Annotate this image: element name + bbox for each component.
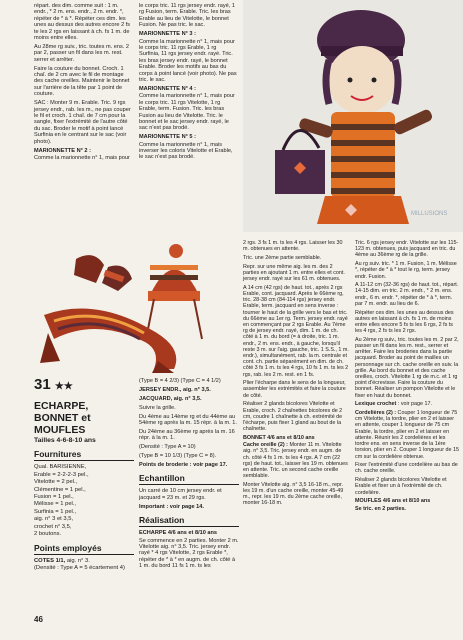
- paragraph: (Densité : Type A = 10): [139, 444, 196, 451]
- column-f: [355, 240, 461, 514]
- puppet-photo: [243, 0, 463, 232]
- paragraph: SAC : Monter 9 m. Erable. Tric. 9 rgs jersey endr., rab. les m., ne pas couper le fil et croch. 1 chaî. de 7 cm pour la sangle, fixer l'extrémité de l'autre côté du sac. Broder le motif à point lancé Surfinia en le centrant sur le sac (voir photo).: [34, 100, 131, 145]
- paragraph: Réaliser 2 glands bicolores Vitelotte et Erable et fixer un à l'extrémité de ch. cordelière.: [355, 477, 447, 496]
- paragraph: Du 4ème au 14ème rg et du 44ème au 54ème rg après la m. 15 répr. à la m. 1.: [139, 413, 237, 427]
- paragraph: [355, 401, 461, 407]
- points-heading: Points employés: [34, 543, 134, 555]
- supply-item: Vitelotte = 2 pel.,: [34, 479, 78, 486]
- subheading: MOUFLES 4/6 ans et 8/10 ans: [355, 498, 431, 505]
- paragraph: Au 2ème rg suiv., tric. toutes les m. 2 par 2, passer un fil dans les m. rest., serrer et arrêter. Faire les broderies dans la partie jacquard. Broder au point de mailles un personnage sur ch. cache oreille en suiv. la grille. Au bord du bonnet et des cache oreilles, croch. Vitelotte 1 rg de m.c. et 1 rg point d'écrevisse. Faire la couture du bonnet. Réaliser un pompon Vitelotte et le fixer en haut du bonnet.: [355, 336, 459, 399]
- supply-item: 2 boutons.: [34, 531, 62, 538]
- paragraph: Plier l'écharpe dans le sens de la longueur, assembler les extrémités et faire la couture de côté.: [243, 380, 346, 399]
- pattern-title: [34, 400, 134, 436]
- page-number: 46: [34, 615, 43, 624]
- supply-item: Clémentine = 1 pel.,: [34, 486, 86, 493]
- fournitures-heading: Fournitures: [34, 449, 134, 461]
- cotes-label: COTES 1/1,: [34, 558, 66, 565]
- paragraph: Tric. 6 rgs jersey endr. Vitelotte sur les 115-123 m. obtenues, puis jacquard en tric. du 4ème au 36ème rg de la grille.: [355, 240, 459, 259]
- paragraph: Au 28me rg suiv., tric. toutes m. ens. 2 par 2, passer un fil dans les m. rest. serrer et arrêter.: [34, 43, 130, 63]
- paragraph: Tric. une 2ème partie semblable.: [243, 254, 322, 261]
- paragraph: le corps tric. 11 rgs jersey endr. rayé, 1 rg Fusion, term. Erable. Tric. les bras Erable au lieu de Vitelotte, le bonnet Fusion. Ne pas tric. le sac.: [139, 3, 235, 29]
- paragraph: A 14 cm (42 rgs) de haut. tot., après 2 rgs Erable, cont. jacquard. Après le 66ème rg, tric. 28-38 cm (84-114 rgs) jersey endr. Erable, term. jacquard en sens inverse : tourner le haut de la grille vers le bas et tric. du 66ème au 1er rg. Term. jersey endr. rayé en commençant par 2 rgs Erable. Au 7ème rg de jersey endr. rayé, dim. 1 m. de ch. côté à 1 m. du bord (= à droite, tric. 1 m. endr., 2 m. ens. endr., à gauche, lorsqu'il reste 3 m. sur l'aig. gauche, tric. 1 S.S., 1 m. endr.), simultanément, rab. la m. centrale et cont. ch. partie séparément en dim. de ch. côté 3 fs 1 m. ts les 4 rgs, 10 fs 1 m. ts les 2 rgs, rab. les 2 m. rest. en 1 fs.: [243, 284, 349, 378]
- section-heading: MARIONNETTE N° 4 :: [139, 85, 196, 92]
- supply-item: crochet n° 3,5,: [34, 523, 72, 530]
- paragraph: Monter Vitelotte aig. n° 3,5 16-18 m., repr. les 19 m. d'un cache oreille, monter 45-49 m., repr. les 19 m. du 2ème cache oreille, monter 16-18 m.: [243, 481, 344, 507]
- paragraph: 2 rgs. 3 fs 1 m. ts les 4 rgs. Laisser les 30 m. obtenues en attente.: [243, 240, 343, 253]
- paragraph: Comme la marionnette n° 1, mais pour le corps tric. 11 rgs Vitelotte, 1 rg Erable, term. Fusion. Tric. les bras Fusion au lieu de Vitelotte. Tric. le bonnet et le sac jersey endr. rayé, le sac n'est pas brodé.: [139, 93, 235, 132]
- cotes-note: (Densité : Type A = 5 écartement 4): [34, 564, 125, 571]
- cache-text: Monter 11 m. Vitelotte aig. n° 3,5. Tric. jersey endr. en augm. de ch. côté 4 fs 1 m. ts les 4 rgs. A 7 cm (22 rgs) de haut. tot., laisser les 19 m. obtenues en attente. Tric. un second cache oreille semblable.: [243, 442, 348, 480]
- paragraph: Un carré de 10 cm jersey endr. et jacquard = 23 m. et 29 rgs.: [139, 488, 222, 501]
- lexique-heading: Lexique crochet: [355, 401, 397, 408]
- paragraph: A 11-12 cm (32-36 rgs) de haut. tot., répart. 14-15 dim. en tric. 2 m. endr., * 2 m. ens. endr., 6 m. endr. *, répéter de * à *, term. par 7 m. endr. au lieu de 6.: [355, 282, 459, 307]
- paragraph: (Type B = 10 1/3) (Type C = 8).: [139, 453, 217, 460]
- echantillon-heading: Echantillon: [139, 473, 239, 485]
- paragraph: Comme la marionnette n° 1, mais pour le corps tric. 11 rgs Erable, 1 rg Surfinia, 11 rgs jersey endr. rayé. Tric. les bras jersey endr. rayé, le bonnet Erable. Broder les motifs au bas du corps à point lancé (voir photo). Ne pas tric. le sac.: [139, 38, 237, 83]
- paragraph: répart. des dim. comme suit : 1 m. endr., * 2 m. ens. endr., 2 m. endr. *, répéter de * à *. Répéter ces dim. les unes au dessus des autres encore 2 fs te les 2 rgs en laissant à ch. fs 1 m. de moins entre elles.: [34, 3, 131, 42]
- pattern-badge: [34, 376, 134, 396]
- paragraph: JERSEY ENDR., aig. n° 3,5.: [139, 386, 211, 393]
- column-b: [139, 3, 237, 163]
- subheading: Se tric. en 2 parties.: [355, 506, 406, 513]
- paragraph: Réaliser 2 glands bicolores Vitelotte et Erable, croch. 2 chaînettes bicolores de 2 cm, coudre 1 chaînette à ch. extrémité de l'écharpe, puis fixer 1 gland au bout de la chaînette.: [243, 401, 343, 433]
- paragraph: Comme la marionnette n° 1, mais pour: [34, 154, 130, 161]
- difficulty-stars: ★★: [54, 381, 73, 392]
- paragraph: Fixer l'extrémité d'une cordelière au bas de ch. cache oreille.: [355, 462, 458, 475]
- paragraph: Répéter ces dim. les unes au dessus des autres en laissant à ch. fs 1 m. de moins entre elles encore 5 fs ts les 6 rgs, 2 fs ts les 4 rgs, 2 fs ts les 2 rgs.: [355, 309, 454, 335]
- watermark: MILLUSIONS: [411, 211, 448, 217]
- paragraph: [355, 410, 461, 460]
- paragraph: Important : voir page 14.: [139, 503, 204, 510]
- lexique-text: : voir page 17.: [397, 401, 433, 408]
- section-heading: MARIONNETTE N° 2 :: [34, 147, 91, 154]
- subheading: ECHARPE 4/6 ans et 8/10 ans: [139, 530, 218, 537]
- column-a: [34, 3, 134, 164]
- paragraph: Points de broderie : voir page 17.: [139, 462, 228, 469]
- paragraph: JACQUARD, aig. n° 3,5.: [139, 395, 202, 402]
- column-c: [34, 376, 134, 571]
- scarf-hat-photo: [34, 235, 206, 373]
- column-e: [243, 240, 349, 509]
- paragraph: Suivre la grille.: [139, 404, 176, 411]
- cotes-text: aig. n° 3.: [66, 558, 90, 565]
- sizes: Tailles 4-6-8-10 ans: [34, 437, 96, 444]
- paragraph: Repr. sur une même aig. les m. des 2 parties en ajoutant 1 m. entre elles et cont. jersey endr. rayé sur les 61 m. obtenues.: [243, 263, 345, 283]
- paragraph: Faire la couture du bonnet. Croch. 1 chaî. de 2 cm avec le fil de montage des cache oreilles. Maintenir le bonnet sur l'arrière de la tête par 1 point de couture.: [34, 65, 130, 98]
- pattern-number: 31: [34, 376, 51, 393]
- cordelieres-heading: Cordelières (2) :: [355, 410, 397, 417]
- paragraph: (Type B = 4 2/3) (Type C = 4 1/2): [139, 378, 221, 384]
- paragraph: Se commence en 2 parties. Monter 2 m. Vitelotte aig. n° 3,5. Tric. jersey endr. rayé * 4 rgs Vitelotte, 2 rgs Erable *, répéter de * à * en augm. de ch. côté à 1 m. du bord 11 fs 1 m. ts les: [139, 537, 239, 570]
- supply-item: Qual. BARISIENNE,: [34, 464, 87, 471]
- supply-item: aig. n° 3 et 3,5,: [34, 516, 74, 523]
- cache-heading: Cache oreille (2) :: [243, 442, 288, 449]
- title-line: ECHARPE, BONNET et: [34, 400, 91, 424]
- supply-item: Erable = 2-2-2-3 pel.,: [34, 471, 89, 478]
- column-d: [139, 378, 239, 572]
- paragraph: Du 24ème au 36ème rg après la m. 16 répr. à la m. 1.: [139, 428, 235, 442]
- section-heading: MARIONNETTE N° 5 :: [139, 134, 196, 141]
- supply-item: Fusion = 1 pel.,: [34, 494, 74, 501]
- realisation-heading: Réalisation: [139, 515, 239, 527]
- paragraph: Au rg suiv. tric. * 1 m. Fusion, 1 m. Mélisse *, répéter de * à * tout le rg, term. jersey endr. Fusion.: [355, 261, 457, 280]
- paragraph: Comme la marionnette n° 1, mais inverser les coloris Vitelotte et Erable, le sac n'est pas brodé.: [139, 141, 233, 161]
- subheading: BONNET 4/6 ans et 8/10 ans: [243, 434, 315, 441]
- cordelieres-text: Couper 1 longueur de 75 cm Vitelotte, la tordre, plier en 2 et laisser en attente, couper 1 longueur de 75 cm Erable, la tordre, plier en 2 et laisser en attente. Réunir les 2 cordelières et les tordre ens. en sens inverse de la 1ère torsion, plier en 2. Couper 1 longueur de 15 cm sur la cordelière obtenue.: [355, 410, 459, 460]
- paragraph: [243, 442, 349, 479]
- section-heading: MARIONNETTE N° 3 :: [139, 31, 196, 38]
- supply-item: Mélisse = 1 pel.,: [34, 501, 77, 508]
- fournitures-list: [34, 464, 134, 538]
- title-line: MOUFLES: [34, 424, 86, 436]
- supply-item: Surfinia = 1 pel.,: [34, 508, 77, 515]
